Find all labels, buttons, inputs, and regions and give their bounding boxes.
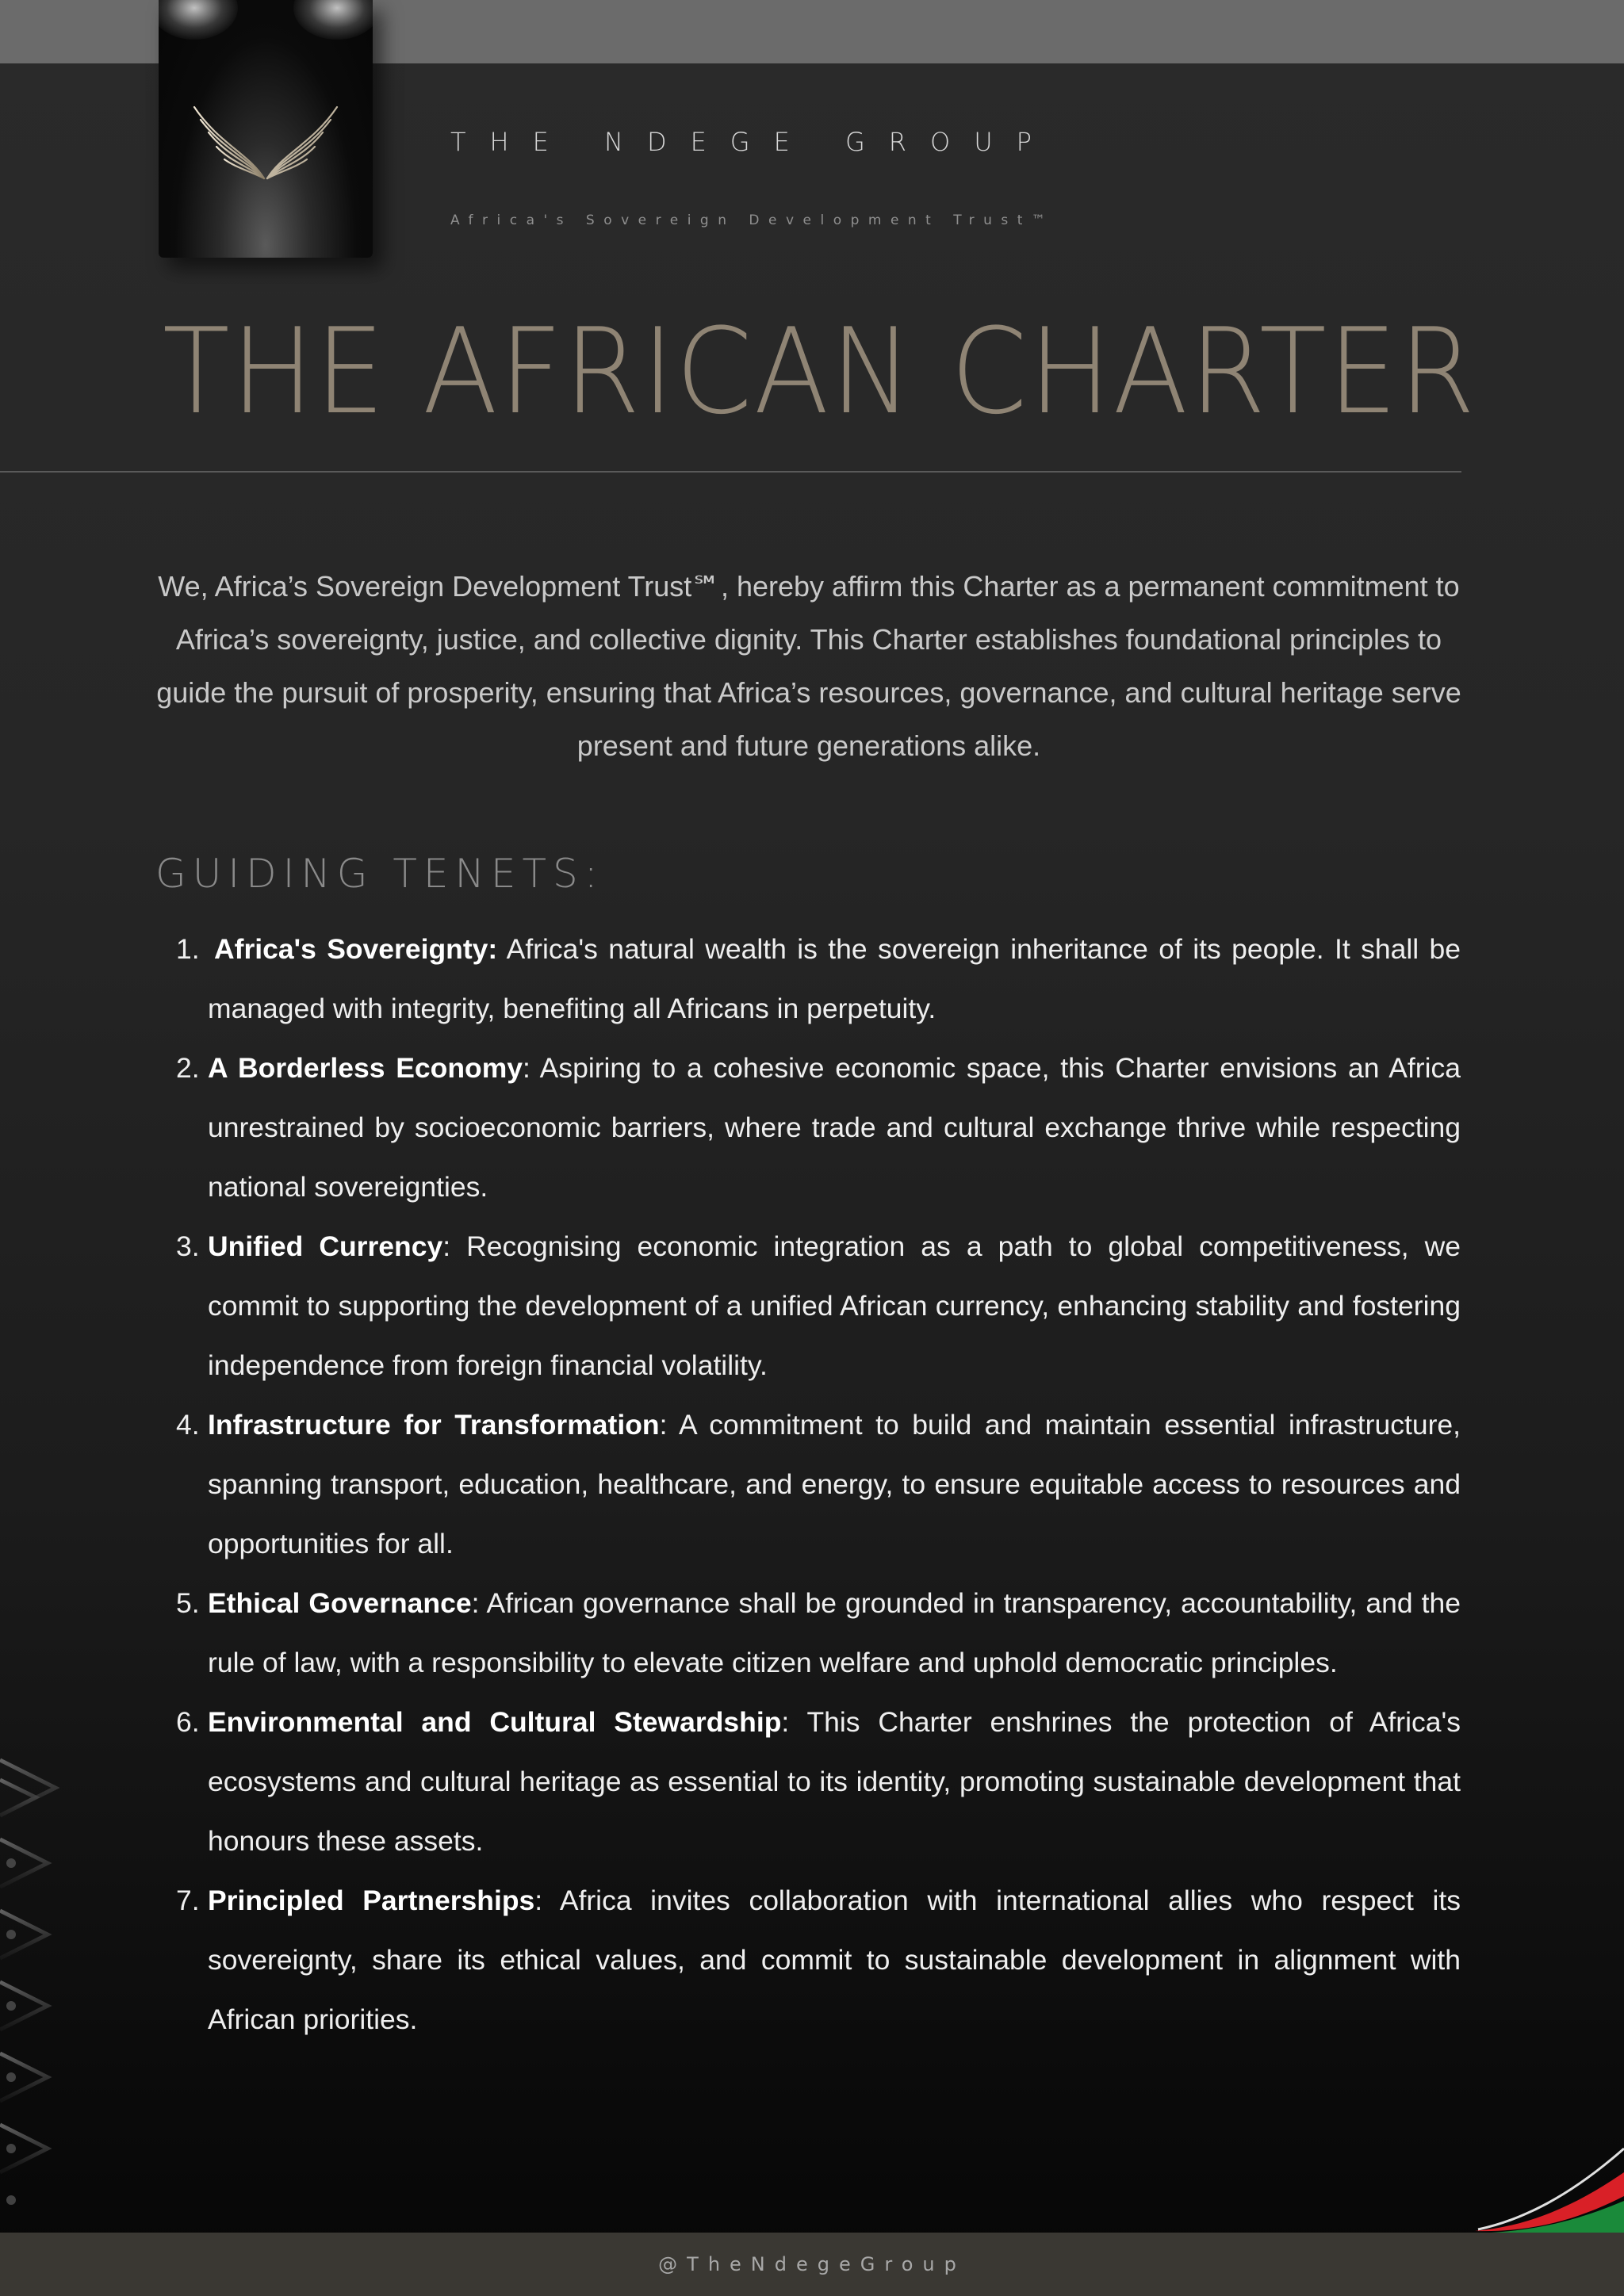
- list-number: 6.: [176, 1706, 200, 1738]
- tenet-text: : Aspiring to a cohesive economic space, this Charter envisions an Africa unrestrained by socioeconomic barriers, where trade and cultural exchange thrive while respecting national sovereignties.: [208, 1052, 1461, 1203]
- list-number: 1.: [176, 933, 200, 965]
- intro-paragraph: We, Africa’s Sovereign Development Trust℠, hereby affirm this Charter as a permanent commitment to Africa’s sovereignty, justice, and collective dignity. This Charter establishes foundational principles to guide the pursuit of prosperity, ensuring that Africa’s resources, governance, and cultural heritage serve present and future generations alike.: [156, 570, 1461, 762]
- tenet-term: A Borderless Economy: [208, 1052, 523, 1084]
- list-number: 7.: [176, 1885, 200, 1916]
- tenet-text: Africa's natural wealth is the sovereign inheritance of its people. It shall be managed with integrity, benefiting all Africans in perpetuity.: [208, 933, 1461, 1024]
- logo-light-right: [293, 0, 373, 40]
- list-number: 4.: [176, 1409, 200, 1441]
- list-number: 3.: [176, 1230, 200, 1262]
- list-number: 5.: [176, 1587, 200, 1619]
- tenet-term: Environmental and Cultural Stewardship: [208, 1706, 782, 1738]
- logo-light-left: [159, 0, 238, 40]
- tenet-term: Africa's Sovereignty:: [214, 933, 498, 965]
- tenet-text: : This Charter enshrines the protection of Africa's ecosystems and cultural heritage as essential to its identity, promoting sustainable development that honours these assets.: [208, 1706, 1461, 1857]
- list-number: 2.: [176, 1052, 200, 1084]
- footer: [0, 2233, 1624, 2296]
- footer-handle: @TheNdegeGroup: [658, 2253, 966, 2275]
- tribal-chevron-pattern-icon: [0, 1752, 63, 2228]
- list-item: [176, 920, 1461, 1039]
- title-divider: [0, 471, 1461, 473]
- list-item: [176, 1693, 1461, 1871]
- brand-name: THE NDEGE GROUP: [450, 127, 1055, 157]
- tenet-text: : A commitment to build and maintain essential infrastructure, spanning transport, education, healthcare, and energy, to ensure equitable access to resources and opportunities for all.: [208, 1409, 1461, 1559]
- tenets-list: [176, 920, 1461, 2049]
- tenet-text: : African governance shall be grounded in transparency, accountability, and the rule of law, with a responsibility to elevate citizen welfare and uphold democratic principles.: [208, 1587, 1461, 1678]
- logo: [159, 0, 373, 258]
- tenet-text: : Africa invites collaboration with international allies who respect its sovereignty, share its ethical values, and commit to sustainable development in alignment with African priorities.: [208, 1885, 1461, 2035]
- list-item: [176, 1574, 1461, 1693]
- tenet-term: Ethical Governance: [208, 1587, 472, 1619]
- section-heading: GUIDING TENETS:: [155, 851, 604, 897]
- page-title: THE AFRICAN CHARTER: [163, 304, 1477, 441]
- tenet-term: Principled Partnerships: [208, 1885, 535, 1916]
- brand-tagline: Africa's Sovereign Development Trust™: [450, 212, 1055, 228]
- list-item: [176, 1871, 1461, 2049]
- flag-swoosh-icon: [1475, 2141, 1624, 2233]
- tenet-term: Unified Currency: [208, 1230, 443, 1262]
- list-item: [176, 1039, 1461, 1217]
- list-item: [176, 1217, 1461, 1395]
- tenet-text: : Recognising economic integration as a path to global competitiveness, we commit to supporting the development of a unified African currency, enhancing stability and fostering independence from foreign financial volatility.: [208, 1230, 1461, 1381]
- wings-icon: [186, 99, 345, 186]
- tenet-term: Infrastructure for Transformation: [208, 1409, 660, 1441]
- list-item: [176, 1395, 1461, 1574]
